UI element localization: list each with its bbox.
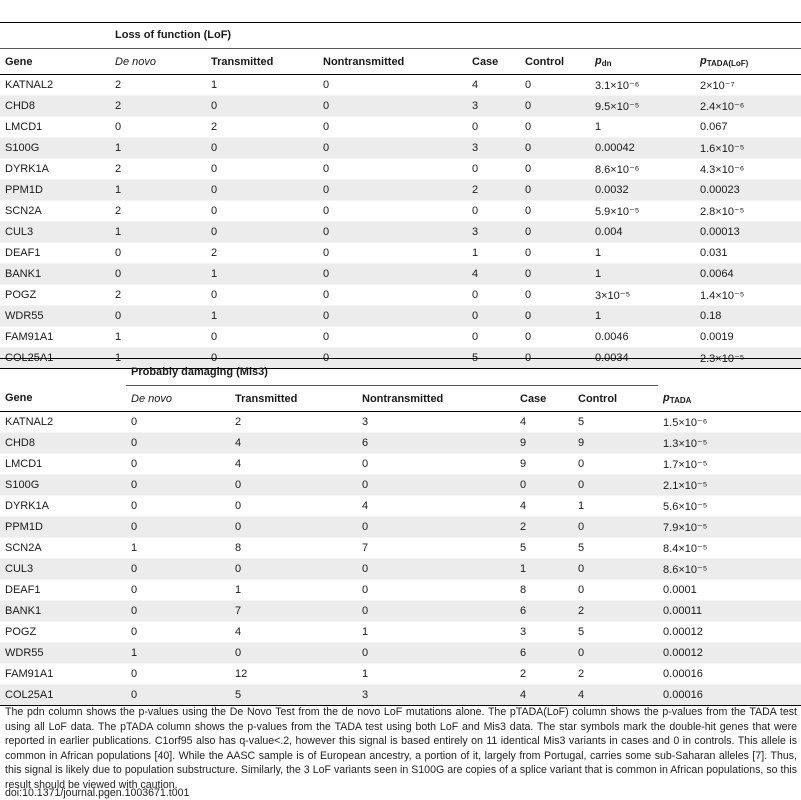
table-cell: 0 (318, 306, 467, 327)
table-cell: SCN2A (0, 201, 110, 222)
table-cell: 0 (520, 285, 590, 306)
table-cell: 0 (318, 264, 467, 285)
table-cell: 1 (126, 643, 230, 664)
mis3-group-spacer-right (658, 359, 801, 386)
table-row (0, 412, 801, 433)
table-cell: 4.3×10⁻⁶ (695, 159, 801, 180)
table-cell: 6 (515, 601, 573, 622)
table-row (0, 454, 801, 475)
table-row (0, 601, 801, 622)
table-cell: 3 (515, 622, 573, 643)
table-cell: 0 (357, 559, 515, 580)
table-cell: 0.00013 (695, 222, 801, 243)
col-de-novo: De novo (110, 49, 206, 75)
col-p-tada: $p_{TADA}$ (658, 386, 801, 412)
table-cell: 5 (467, 348, 520, 369)
mis3-table (0, 358, 801, 706)
table-cell: 0 (318, 180, 467, 201)
table-cell: 0.00012 (658, 643, 801, 664)
table-cell: 2 (110, 285, 206, 306)
table-cell: DYRK1A (0, 159, 110, 180)
table-cell: S100G (0, 475, 126, 496)
table-cell: 12 (230, 664, 357, 685)
table-cell: 0 (520, 117, 590, 138)
table-cell: 1 (110, 138, 206, 159)
table-row (0, 285, 801, 306)
table-cell: CUL3 (0, 559, 126, 580)
table-cell: 4 (230, 454, 357, 475)
table-cell: 2 (110, 159, 206, 180)
table-cell: 0 (126, 433, 230, 454)
table-cell: 2 (110, 75, 206, 96)
table-row (0, 475, 801, 496)
table-cell: 1 (110, 222, 206, 243)
table-cell: 8 (230, 538, 357, 559)
table-cell: DEAF1 (0, 243, 110, 264)
table-cell: 1 (206, 264, 318, 285)
table-cell: 3.1×10⁻⁶ (590, 75, 695, 96)
table-cell: 0 (520, 327, 590, 348)
table-cell: 0 (110, 117, 206, 138)
table-cell: 6 (357, 433, 515, 454)
mis3-group-label: Probably damaging (Mis3) (126, 359, 658, 386)
table-cell: COL25A1 (0, 348, 110, 369)
table-cell: 0 (126, 559, 230, 580)
table-cell: 0 (573, 454, 658, 475)
table-cell: 0 (318, 348, 467, 369)
table-cell: 1 (110, 327, 206, 348)
table-cell: 4 (230, 433, 357, 454)
table-cell: 0 (318, 96, 467, 117)
col-gene: Gene (0, 386, 126, 412)
table-cell: 1.5×10⁻⁶ (658, 412, 801, 433)
table-cell: 5 (230, 685, 357, 706)
table-row (0, 559, 801, 580)
table-cell: 1 (573, 496, 658, 517)
table-cell: 9.5×10⁻⁵ (590, 96, 695, 117)
table-cell: 8.4×10⁻⁵ (658, 538, 801, 559)
table-cell: POGZ (0, 622, 126, 643)
table-cell: 3 (357, 412, 515, 433)
table-cell: 0 (126, 475, 230, 496)
table-cell: 1 (357, 622, 515, 643)
table-cell: PPM1D (0, 517, 126, 538)
table-cell: 2.1×10⁻⁵ (658, 475, 801, 496)
table-cell: 4 (515, 496, 573, 517)
table-cell: 4 (573, 685, 658, 706)
table-cell: 0 (318, 75, 467, 96)
table-row (0, 75, 801, 96)
table-cell: 7.9×10⁻⁵ (658, 517, 801, 538)
table-cell: 0 (520, 138, 590, 159)
table-cell: 0 (126, 496, 230, 517)
table-row (0, 243, 801, 264)
lof-table (0, 22, 801, 369)
table-cell: 0 (126, 580, 230, 601)
table-cell: 7 (357, 538, 515, 559)
mis3-group-spacer (0, 359, 126, 386)
table-cell: 0 (520, 96, 590, 117)
table-cell: 0.00012 (658, 622, 801, 643)
table-cell: 0 (573, 643, 658, 664)
table-cell: 0 (318, 243, 467, 264)
table-cell: 0 (520, 348, 590, 369)
col-transmitted: Transmitted (230, 386, 357, 412)
table-cell: 0.00023 (695, 180, 801, 201)
table-cell: 4 (515, 685, 573, 706)
col-nontransmitted: Nontransmitted (318, 49, 467, 75)
table-cell: FAM91A1 (0, 664, 126, 685)
table-cell: 0 (520, 201, 590, 222)
table-cell: 3×10⁻⁵ (590, 285, 695, 306)
table-row (0, 517, 801, 538)
table-cell: 2 (573, 601, 658, 622)
table-cell: 5 (573, 622, 658, 643)
table-cell: 4 (515, 412, 573, 433)
lof-group-spacer (0, 22, 110, 49)
table-cell: 0 (318, 285, 467, 306)
table-cell: 0 (520, 222, 590, 243)
table-cell: 2×10⁻⁷ (695, 75, 801, 96)
table-cell: BANK1 (0, 601, 126, 622)
table-cell: 0 (126, 622, 230, 643)
table-cell: FAM91A1 (0, 327, 110, 348)
table-cell: 5.6×10⁻⁵ (658, 496, 801, 517)
table-cell: KATNAL2 (0, 75, 110, 96)
table-cell: 0 (206, 201, 318, 222)
table-cell: 1 (590, 306, 695, 327)
table-cell: 0 (206, 222, 318, 243)
table-cell: 0 (467, 327, 520, 348)
table-cell: 0 (206, 159, 318, 180)
table-row (0, 622, 801, 643)
col-p-dn: $p_{dn}$ (590, 49, 695, 75)
table-row (0, 496, 801, 517)
table-cell: 0 (206, 138, 318, 159)
table-cell: 0 (520, 306, 590, 327)
table-cell: 0 (126, 454, 230, 475)
table-cell: 0 (520, 159, 590, 180)
table-cell: 3 (467, 96, 520, 117)
table-cell: 0 (126, 685, 230, 706)
table-cell: 2 (110, 96, 206, 117)
table-cell: 0 (318, 138, 467, 159)
doi-link[interactable]: doi:10.1371/journal.pgen.1003671.t001 (5, 787, 190, 799)
table-cell: 0 (206, 180, 318, 201)
table-cell: COL25A1 (0, 685, 126, 706)
table-row (0, 538, 801, 559)
lof-group-label: Loss of function (LoF) (110, 22, 590, 49)
table-cell: S100G (0, 138, 110, 159)
table-cell: 0 (230, 517, 357, 538)
table-cell: 0 (110, 243, 206, 264)
table-cell: 0 (357, 601, 515, 622)
table-cell: 0.0064 (695, 264, 801, 285)
table-row (0, 580, 801, 601)
table-cell: 0 (318, 201, 467, 222)
table-cell: 0.031 (695, 243, 801, 264)
table-cell: 2 (230, 412, 357, 433)
table-cell: SCN2A (0, 538, 126, 559)
table-cell: 0 (126, 412, 230, 433)
table-cell: CHD8 (0, 433, 126, 454)
table-cell: 5 (573, 412, 658, 433)
table-cell: CUL3 (0, 222, 110, 243)
table-cell: 0 (520, 264, 590, 285)
table-cell: 0 (357, 580, 515, 601)
table-cell: 8.6×10⁻⁵ (658, 559, 801, 580)
table-cell: CHD8 (0, 96, 110, 117)
table-cell: 0 (230, 475, 357, 496)
table-row (0, 643, 801, 664)
table-cell: 0 (110, 264, 206, 285)
table-cell: 4 (230, 622, 357, 643)
table-cell: 0 (573, 559, 658, 580)
table-cell: 4 (467, 75, 520, 96)
table-cell: 2.3×10⁻⁵ (695, 348, 801, 369)
table-cell: 0 (206, 96, 318, 117)
table-cell: LMCD1 (0, 454, 126, 475)
table-cell: 0 (206, 348, 318, 369)
table-cell: 1 (110, 180, 206, 201)
table-cell: 0.18 (695, 306, 801, 327)
table-row (0, 222, 801, 243)
table-cell: 2 (515, 517, 573, 538)
table-row (0, 201, 801, 222)
table-cell: 0 (357, 643, 515, 664)
table-cell: 2 (515, 664, 573, 685)
table-cell: 0 (110, 306, 206, 327)
table-cell: 0 (467, 117, 520, 138)
table-row (0, 159, 801, 180)
table-cell: 2.4×10⁻⁶ (695, 96, 801, 117)
table-cell: 0 (467, 201, 520, 222)
col-transmitted: Transmitted (206, 49, 318, 75)
table-row (0, 180, 801, 201)
col-nontransmitted: Nontransmitted (357, 386, 515, 412)
table-cell: 0.00016 (658, 664, 801, 685)
lof-group-spacer-right (590, 22, 801, 49)
table-cell: 1 (357, 664, 515, 685)
table-cell: 0 (206, 327, 318, 348)
table-cell: 0.0019 (695, 327, 801, 348)
table-cell: 0 (318, 222, 467, 243)
table-row (0, 96, 801, 117)
table-cell: 1 (206, 75, 318, 96)
table-cell: 0 (573, 580, 658, 601)
table-cell: PPM1D (0, 180, 110, 201)
table-cell: WDR55 (0, 643, 126, 664)
table-cell: 1.4×10⁻⁵ (695, 285, 801, 306)
table-cell: 0 (126, 601, 230, 622)
table-cell: 9 (573, 433, 658, 454)
table-row (0, 433, 801, 454)
table-cell: 0 (318, 159, 467, 180)
table-cell: 1 (467, 243, 520, 264)
table-cell: 0 (573, 475, 658, 496)
table-cell: 0 (318, 117, 467, 138)
table-cell: 1 (590, 117, 695, 138)
table-cell: 3 (357, 685, 515, 706)
table-cell: 0.00011 (658, 601, 801, 622)
lof-table-body (0, 75, 801, 369)
table-row (0, 138, 801, 159)
table-cell: 1 (590, 243, 695, 264)
col-control: Control (520, 49, 590, 75)
table-cell: 0 (318, 327, 467, 348)
table-cell: 0 (357, 454, 515, 475)
table-cell: 2 (467, 180, 520, 201)
table-cell: 8 (515, 580, 573, 601)
col-case: Case (467, 49, 520, 75)
table-cell: 0 (520, 243, 590, 264)
table-footnote: The pdn column shows the p-values using the De Novo Test from the de novo LoF mutations alone. The pTADA(LoF) column shows the p-values from the TADA test using all LoF data. The pTADA column shows the p-values from the TADA test using both LoF and Mis3 data. The star symbols mark the double-hit genes that were reported in earlier publications. C1orf95 also has q-value<.2, however this signal is based entirely on 11 identical Mis3 variants in cases and 0 in controls. This allele is common in African populations [40]. While the AASC sample is of European ancestry, a portion of it, largely from Portugal, carries some sub-Saharan alleles [7]. Thus, this signal is likely due to population substructure. Similarly, the 3 LoF variants seen in S100G are copies of a splice variant that is common in African populations, so this result should be viewed with caution. (5, 706, 797, 791)
table-cell: 1.6×10⁻⁵ (695, 138, 801, 159)
table-cell: 0.0046 (590, 327, 695, 348)
table-cell: 0.0001 (658, 580, 801, 601)
table-cell: 0 (573, 517, 658, 538)
table-cell: KATNAL2 (0, 412, 126, 433)
table-cell: 0 (126, 517, 230, 538)
table-row (0, 306, 801, 327)
table-row (0, 264, 801, 285)
table-cell: 1 (110, 348, 206, 369)
table-row (0, 327, 801, 348)
table-cell: BANK1 (0, 264, 110, 285)
table-cell: 0.00016 (658, 685, 801, 706)
table-cell: 0 (357, 475, 515, 496)
table-cell: 0 (230, 643, 357, 664)
table-cell: 0.0032 (590, 180, 695, 201)
col-case: Case (515, 386, 573, 412)
table-cell: 0 (126, 664, 230, 685)
table-cell: 9 (515, 454, 573, 475)
table-cell: 6 (515, 643, 573, 664)
table-cell: 0 (520, 180, 590, 201)
table-cell: 1 (230, 580, 357, 601)
table-cell: 7 (230, 601, 357, 622)
table-cell: 0.067 (695, 117, 801, 138)
table-cell: DEAF1 (0, 580, 126, 601)
table-cell: 1 (206, 306, 318, 327)
table-cell: 3 (467, 138, 520, 159)
table-cell: 0.004 (590, 222, 695, 243)
table-cell: 0.00042 (590, 138, 695, 159)
table-cell: 2 (110, 201, 206, 222)
table-cell: 5 (515, 538, 573, 559)
col-p-tada-lof: $p_{TADA(LoF)}$ (695, 49, 801, 75)
table-cell: 3 (467, 222, 520, 243)
table-cell: 0 (230, 559, 357, 580)
table-cell: 2 (206, 243, 318, 264)
table-cell: 1 (590, 264, 695, 285)
table-cell: 9 (515, 433, 573, 454)
table-cell: 0 (206, 285, 318, 306)
table-row (0, 117, 801, 138)
col-de-novo: De novo (126, 386, 230, 412)
table-cell: 0 (357, 517, 515, 538)
table-cell: 1.7×10⁻⁵ (658, 454, 801, 475)
table-cell: POGZ (0, 285, 110, 306)
table-cell: 2 (206, 117, 318, 138)
table-row (0, 664, 801, 685)
table-cell: 1 (126, 538, 230, 559)
table-cell: 0 (467, 159, 520, 180)
table-cell: 0 (515, 475, 573, 496)
table-cell: 5.9×10⁻⁵ (590, 201, 695, 222)
table-row (0, 685, 801, 706)
mis3-table-body (0, 412, 801, 706)
table-cell: 5 (573, 538, 658, 559)
table-cell: 1 (515, 559, 573, 580)
table-cell: 8.6×10⁻⁶ (590, 159, 695, 180)
table-cell: 0 (467, 306, 520, 327)
table-cell: LMCD1 (0, 117, 110, 138)
table-cell: WDR55 (0, 306, 110, 327)
table-cell: 0.0034 (590, 348, 695, 369)
table-cell: 4 (357, 496, 515, 517)
table-cell: 1.3×10⁻⁵ (658, 433, 801, 454)
table-cell: DYRK1A (0, 496, 126, 517)
table-cell: 0 (467, 285, 520, 306)
table-cell: 2 (573, 664, 658, 685)
table-cell: 4 (467, 264, 520, 285)
table-top-border (0, 0, 801, 23)
table-cell: 2.8×10⁻⁵ (695, 201, 801, 222)
col-gene: Gene (0, 49, 110, 75)
table-cell: 0 (230, 496, 357, 517)
col-control: Control (573, 386, 658, 412)
table-cell: 0 (520, 75, 590, 96)
